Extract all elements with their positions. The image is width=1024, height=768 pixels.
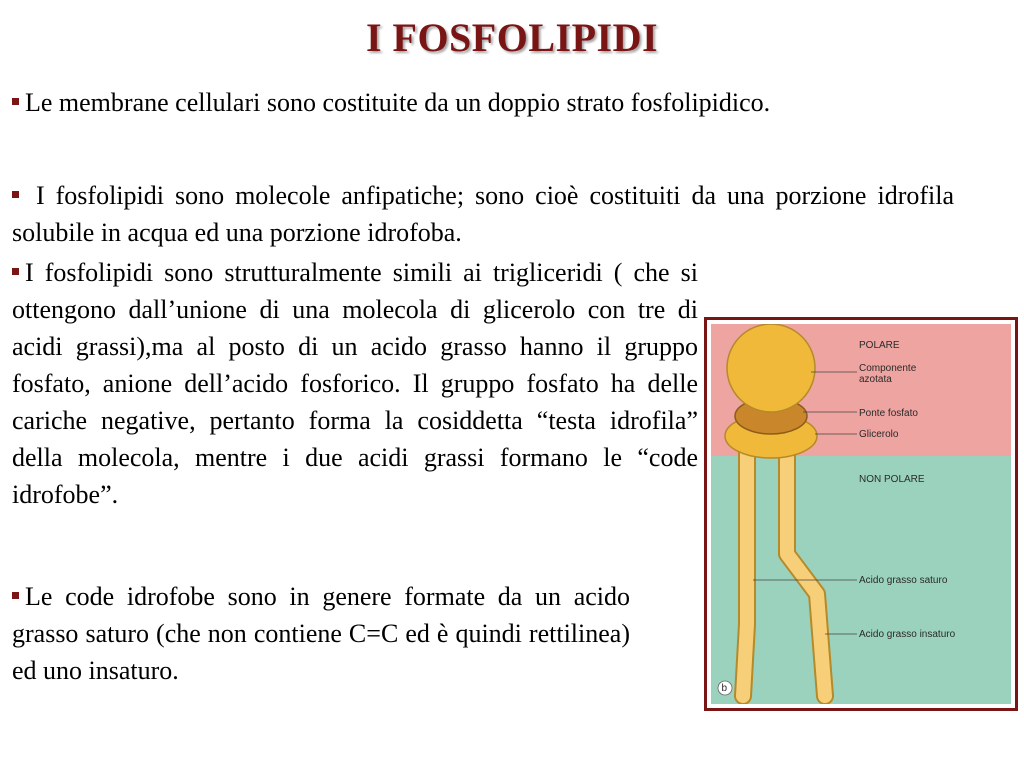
label-component-2: azotata <box>859 374 892 385</box>
paragraph-text: Le membrane cellulari sono costituite da un doppio strato fosfolipidico. <box>25 88 771 117</box>
paragraph-text: I fosfolipidi sono molecole anfipatiche; sono cioè costituiti da una porzione idrofila solubile in acqua ed una porzione idrofoba. <box>12 181 954 247</box>
label-nonpolar: NON POLARE <box>859 474 925 485</box>
paragraph-text: Le code idrofobe sono in genere formate da un acido grasso saturo (che non contiene C=C ed è quindi rettilinea) ed uno insaturo. <box>12 582 630 685</box>
label-polar: POLARE <box>859 340 900 351</box>
slide-title: I FOSFOLIPIDI <box>365 15 659 60</box>
saturated-tail <box>743 452 747 696</box>
label-unsaturated: Acido grasso insaturo <box>859 629 956 640</box>
bullet-square-icon <box>12 592 19 599</box>
bullet-square-icon <box>12 268 19 275</box>
phospholipid-diagram <box>711 324 1011 704</box>
bullet-square-icon <box>12 98 19 105</box>
bullet-square-icon <box>12 191 19 198</box>
paragraph-amphipathic <box>12 177 954 251</box>
nitrogen-head-shape <box>727 324 815 412</box>
paragraph-membranes <box>12 84 954 121</box>
label-glycerol: Glicerolo <box>859 429 899 440</box>
paragraph-structure <box>12 254 698 513</box>
paragraph-tails <box>12 578 630 689</box>
phospholipid-figure <box>704 317 1018 711</box>
panel-letter: b <box>721 683 728 694</box>
label-phosphate: Ponte fosfato <box>859 408 918 419</box>
label-component-1: Componente <box>859 363 917 374</box>
label-saturated: Acido grasso saturo <box>859 575 948 586</box>
paragraph-text: I fosfolipidi sono strutturalmente simili ai trigliceridi ( che si ottengono dall’unione di una molecola di glicerolo con tre di acidi grassi),ma al posto di un acido grasso hanno il gruppo fosfato, anione dell’acido fosforico. Il gruppo fosfato ha delle cariche negative, pertanto forma la cosiddetta “testa idrofila” della molecola, mentre i due acidi grassi formano le “code idrofobe”. <box>12 258 698 509</box>
